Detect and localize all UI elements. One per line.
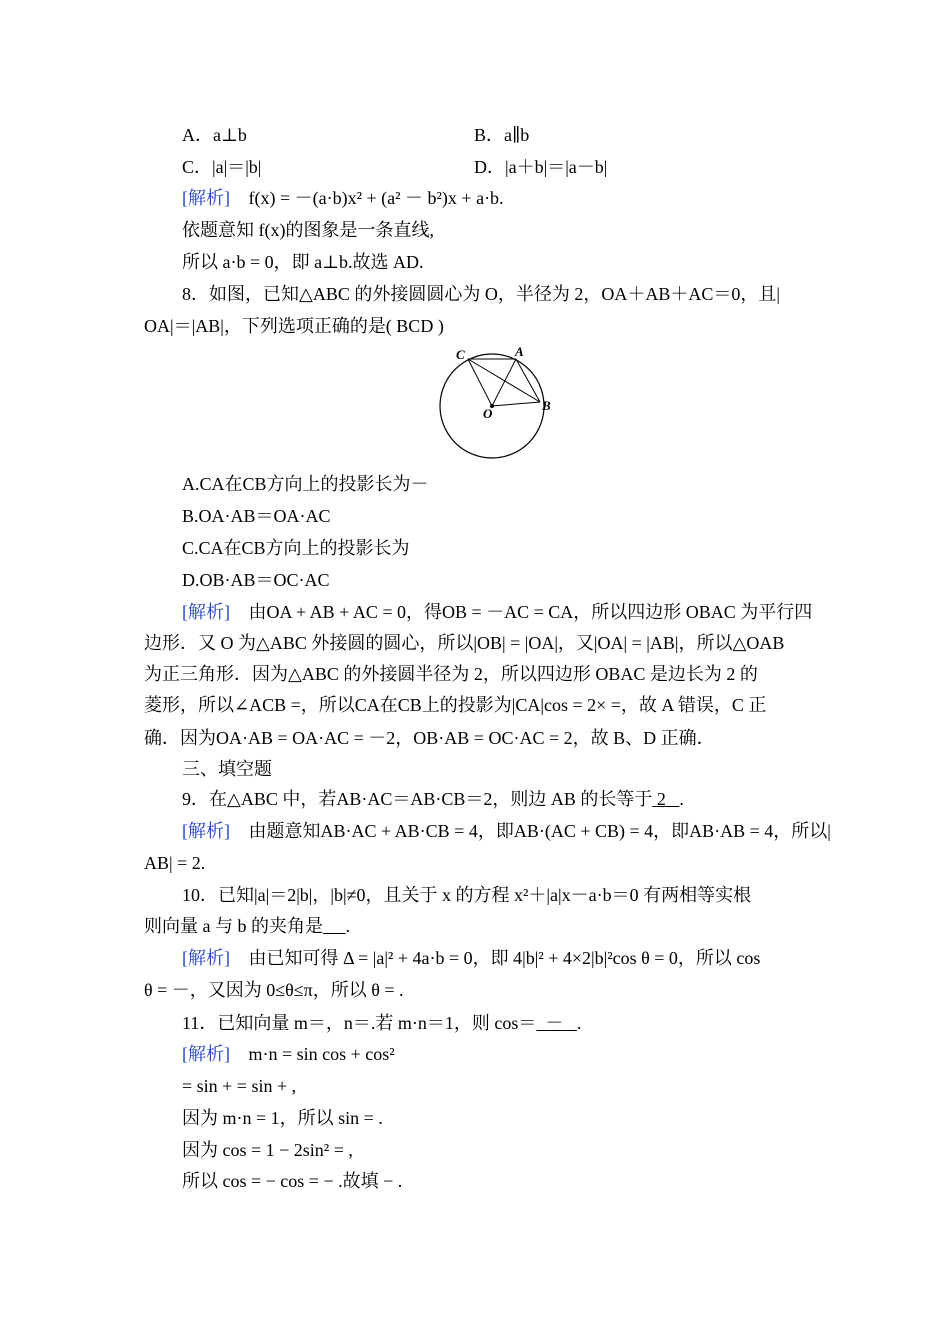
q7-solution-line-3: 所以 a·b = 0，即 a⊥b.故选 AD.: [182, 252, 424, 272]
q8-option-a: A.CA在CB方向上的投影长为－: [182, 474, 429, 494]
q10-stem-line-1: 10．已知|a|＝2|b|，|b|≠0，且关于 x 的方程 x²＋|a|x－a·b＝0 有两相等实根: [182, 885, 752, 905]
q8-stem-line-2: OA|＝|AB|，下列选项正确的是( BCD ): [144, 316, 444, 336]
segment-oa: [492, 359, 516, 406]
q9-solution-line-1: [182, 819, 831, 843]
q8-solution-text-1: 由OA + AB + AC = 0，得OB = －AC = CA，所以四边形 OBAC 为平行四: [248, 602, 813, 622]
q8-solution-line-3: 为正三角形．因为△ABC 的外接圆半径为 2，所以四边形 OBAC 是边长为 2 的: [144, 664, 758, 684]
q10-solution-line-1: [182, 946, 760, 970]
triangle-circle-figure: [430, 342, 560, 462]
q8-option-b: B.OA·AB＝OA·AC: [182, 506, 331, 526]
label-o: O: [483, 406, 493, 421]
q8-solution-line-4: 菱形，所以∠ACB =，所以CA在CB上的投影为|CA|cos = 2× =，故 A 错误，C 正: [144, 695, 767, 715]
q7-option-c: C．|a|＝|b|: [182, 157, 262, 177]
segment-ob: [492, 402, 540, 406]
label-c: C: [456, 347, 465, 362]
q8-stem-line-1: 8．如图，已知△ABC 的外接圆圆心为 O，半径为 2，OA＋AB＋AC＝0，且|: [182, 284, 780, 304]
solution-tag: [解析]: [182, 1044, 230, 1064]
q9-solution-line-2: AB| = 2.: [144, 853, 206, 873]
q10-text-2: 则向量 a 与 b 的夹角是: [144, 916, 323, 936]
q9-text: 9．在△ABC 中，若AB·AC＝AB·CB＝2，则边 AB 的长等于: [182, 789, 653, 809]
q7-option-d: D．|a＋b|＝|a－b|: [474, 157, 608, 177]
q11-solution-line-2: = sin + = sin + ,: [182, 1076, 297, 1096]
q7-solution-line-2: 依题意知 f(x)的图象是一条直线,: [182, 220, 434, 240]
segment-ab: [516, 359, 540, 402]
q10-solution-text-1: 由已知可得 Δ = |a|² + 4a·b = 0，即 4|b|² + 4×2|b|²cos θ = 0，所以 cos: [248, 948, 761, 968]
q11-text: 11．已知向量 m＝，n＝.若 m·n＝1，则 cos＝: [182, 1013, 537, 1033]
label-a: A: [515, 344, 524, 359]
q8-solution-line-2: 边形．又 O 为△ABC 外接圆的圆心，所以|OB| = |OA|，又|OA| = |AB|，所以△OAB: [144, 633, 785, 653]
q10-answer-blank: [323, 916, 346, 936]
q7-option-b: B．a∥b: [474, 125, 530, 145]
q11-answer-blank: －: [545, 1013, 564, 1033]
q11-solution-line-5: 所以 cos = − cos = − .故填 − .: [182, 1171, 403, 1191]
q11-stem: 11．已知向量 m＝，n＝.若 m·n＝1，则 cos＝ － .: [182, 1013, 582, 1033]
q9-solution-text-1: 由题意知AB·AC + AB·CB = 4，即AB·(AC + CB) = 4，即AB·AB = 4，所以|: [248, 821, 831, 841]
q7-option-a: A．a⊥b: [182, 125, 247, 145]
q7-solution-line-1: [182, 186, 504, 210]
q11-solution-line-1: [182, 1042, 395, 1066]
q11-solution-text-1: m·n = sin cos + cos²: [248, 1044, 395, 1064]
solution-tag: [解析]: [182, 188, 230, 208]
q8-solution-line-1: [182, 600, 812, 624]
q8-solution-line-5: 确．因为OA·AB = OA·AC = －2，OB·AB = OC·AC = 2，故 B、D 正确．: [144, 728, 715, 748]
q7-solution-formula: f(x) = －(a·b)x² + (a² － b²)x + a·b.: [248, 188, 504, 208]
q9-stem: 9．在△ABC 中，若AB·AC＝AB·CB＝2，则边 AB 的长等于 2 .: [182, 789, 684, 809]
q10-stem-line-2: 则向量 a 与 b 的夹角是 .: [144, 916, 350, 936]
solution-tag: [解析]: [182, 602, 230, 622]
section-heading: 三、填空题: [182, 759, 272, 779]
label-b: B: [542, 398, 551, 413]
q8-option-c: C.CA在CB方向上的投影长为: [182, 538, 410, 558]
q11-solution-line-3: 因为 m·n = 1，所以 sin = .: [182, 1108, 383, 1128]
q9-answer-blank: 2: [656, 789, 666, 809]
q11-solution-line-4: 因为 cos = 1 − 2sin² = ,: [182, 1140, 353, 1160]
solution-tag: [解析]: [182, 821, 230, 841]
solution-tag: [解析]: [182, 948, 230, 968]
q8-option-d: D.OB·AB＝OC·AC: [182, 570, 330, 590]
q10-solution-line-2: θ = －，又因为 0≤θ≤π，所以 θ = .: [144, 980, 404, 1000]
